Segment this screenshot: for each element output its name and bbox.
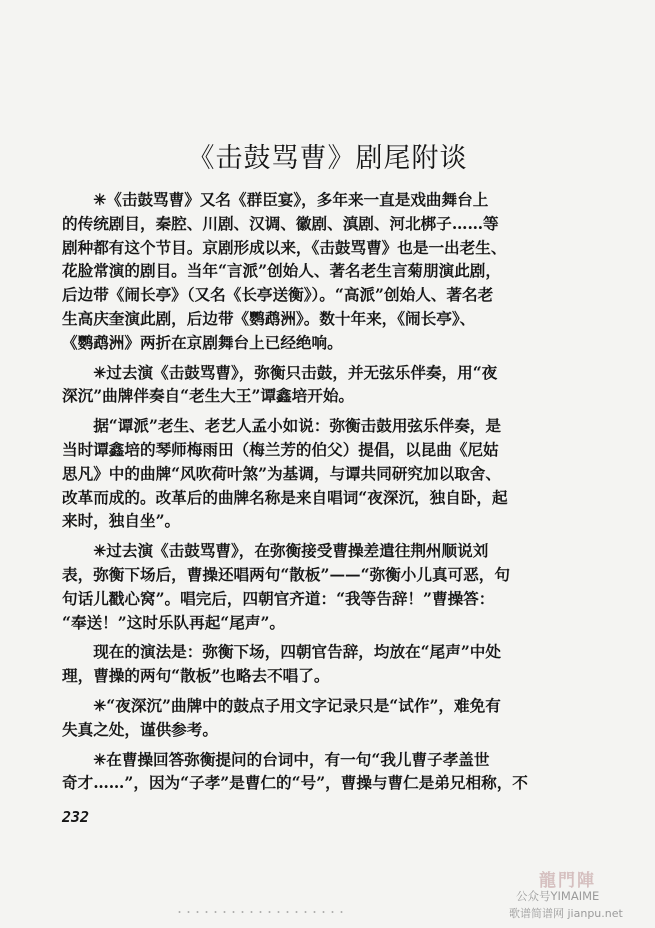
- text-line: “奉送！”这时乐队再起“尾声”。: [62, 612, 286, 632]
- text-line: ✳过去演《击鼓骂曹》，弥衡只击鼓，并无弦乐伴奏，用“夜: [93, 362, 498, 382]
- text-line: 花脸常演的剧目。当年“言派”创始人、著名老生言菊朋演此剧，: [62, 261, 501, 281]
- watermark-url: 歌谱简谱网 jianpu.net: [509, 907, 623, 920]
- text-line: 理，曹操的两句“散板”也略去不唱了。: [62, 666, 330, 686]
- watermark-account: 公众号YIMAIME: [516, 889, 600, 903]
- paragraph: [62, 539, 582, 634]
- paragraph: [62, 748, 582, 796]
- text-line: 生高庆奎演此剧，后边带《鹦鹉洲》。数十年来，《闹长亭》、: [62, 308, 476, 328]
- text-line: 的传统剧目，秦腔、川剧、汉调、徽剧、滇剧、河北梆子……等: [62, 213, 499, 233]
- text-line: 深沉”曲牌伴奏自“老生大王”谭鑫培开始。: [62, 386, 355, 406]
- text-line: 来时，独自坐”。: [62, 511, 181, 531]
- text-line: 失真之处，谨供参考。: [62, 719, 218, 739]
- text-line: 改革而成的。改革后的曲牌名称是来自唱词“夜深沉，独自卧，起: [62, 487, 508, 507]
- text-line: ✳“夜深沉”曲牌中的鼓点子用文字记录只是“试作”，难免有: [93, 695, 501, 715]
- text-line: ✳《击鼓骂曹》又名《群臣宴》，多年来一直是戏曲舞台上: [93, 190, 489, 209]
- text-line: 《鹦鹉洲》两折在京剧舞台上已经绝响。: [62, 332, 343, 352]
- watermark-logo: 龍門陣: [539, 871, 596, 891]
- page-number: 232: [62, 808, 90, 826]
- text-line: 后边带《闹长亭》（又名《长亭送衡》）。“高派”创始人、著名老: [62, 285, 494, 305]
- paragraph: [62, 694, 582, 742]
- paragraph: [62, 640, 582, 688]
- text-line: 剧种都有这个节目。京剧形成以来，《击鼓骂曹》也是一出老生、: [62, 237, 507, 257]
- text-line: 奇才……”，因为“子孝”是曹仁的“号”，曹操与曹仁是弟兄相称，不: [62, 773, 528, 793]
- text-line: ✳在曹操回答弥衡提问的台词中，有一句“我儿曹子孝盖世: [93, 749, 490, 769]
- article-body: [62, 188, 582, 801]
- paragraph: [62, 414, 582, 533]
- text-line: 句话儿戳心窝”。唱完后，四朝官齐道：“我等告辞！”曹操答：: [62, 588, 495, 608]
- text-line: ✳过去演《击鼓骂曹》，在弥衡接受曹操差遣往荆州顺说刘: [93, 541, 489, 561]
- paragraph: [62, 361, 582, 409]
- text-line: 表，弥衡下场后，曹操还唱两句“散板”——“弥衡小儿真可恶，句: [62, 564, 510, 584]
- page-title: 《击鼓骂曹》剧尾附谈: [187, 143, 468, 174]
- paragraph: [62, 188, 582, 355]
- scan-specks: [175, 910, 345, 914]
- text-line: 据“谭派”老生、老艺人孟小如说：弥衡击鼓用弦乐伴奏，是: [93, 416, 501, 436]
- text-line: 思凡》中的曲牌“风吹荷叶煞”为基调，与谭共同研究加以取舍、: [62, 463, 501, 483]
- text-line: 现在的演法是：弥衡下场，四朝官告辞，均放在“尾声”中处: [93, 642, 501, 662]
- text-line: 当时谭鑫培的琴师梅雨田（梅兰芳的伯父）提倡，以昆曲《尼姑: [62, 439, 499, 459]
